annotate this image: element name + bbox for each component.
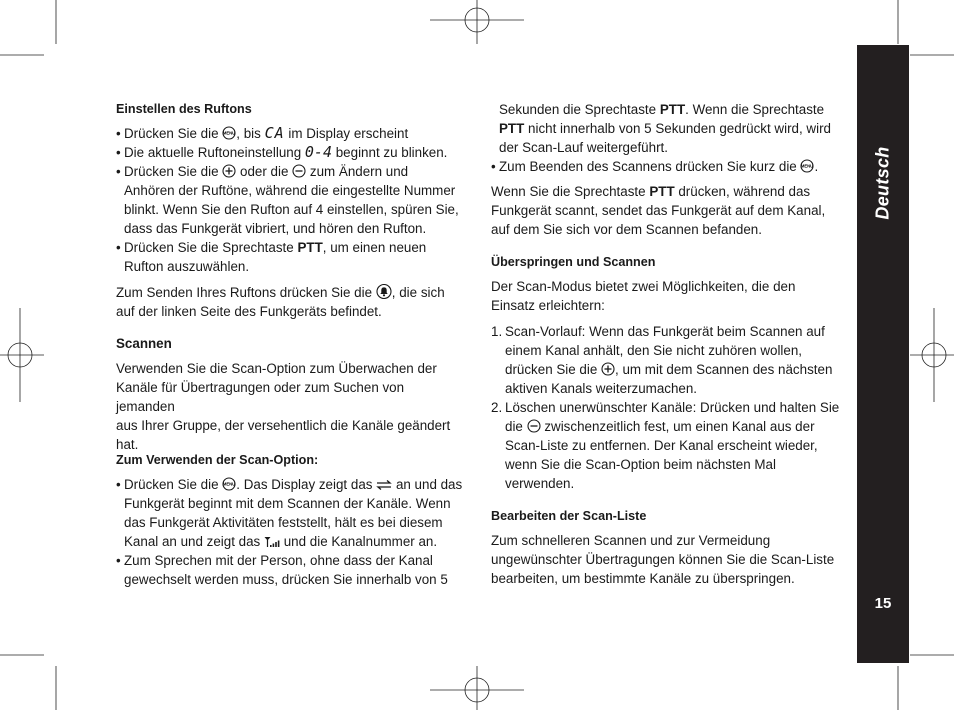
use-scan-heading: Zum Verwenden der Scan-Option: <box>116 453 319 467</box>
list-item: 2. Löschen unerwünschter Kanäle: Drücken und halten Sie die zwischenzeitlich fest, um einen Kanal aus der Scan-Liste zu entfernen. Der Kanal erscheint wieder, wenn Sie die Scan-Option beim nächsten Mal verwenden. <box>491 400 840 491</box>
scan-icon <box>376 479 392 491</box>
edit-scan-list-paragraph: Zum schnelleren Scannen und zur Vermeidung ungewünschter Übertragungen können Sie die Scan-Liste bearbeiten, um bestimmte Kanäle zu überspringen. <box>491 533 835 586</box>
send-call-paragraph: Zum Senden Ihres Ruftons drücken Sie die , die sich auf der linken Seite des Funkgeräts befindet. <box>116 285 445 319</box>
scannen-paragraph: Verwenden Sie die Scan-Option zum Überwachen der Kanäle für Übertragungen oder zum Suchen von jemanden aus Ihrer Gruppe, der versehentlich die Kanäle geändert hat. <box>116 361 451 452</box>
scan-continued-paragraph: Sekunden die Sprechtaste PTT. Wenn die Sprechtaste PTT nicht innerhalb von 5 Sekunden gedrückt wird, wird der Scan-Lauf weitergeführt. <box>499 102 831 155</box>
plus-button-icon <box>601 362 615 376</box>
lcd-display-text: CA <box>264 124 285 142</box>
list-item: • Drücken Sie die oder die zum Ändern und Anhören der Ruftöne, während die eingestellte Nummer blinkt. Wenn Sie den Rufton auf 4 einstellen, spüren Sie, dass das Funkgerät vibriert, und hören den Rufton. <box>116 162 466 238</box>
ruftons-heading: Einstellen des Ruftons <box>116 102 252 116</box>
lcd-display-text: 0-4 <box>304 143 332 161</box>
minus-button-icon <box>527 419 541 433</box>
list-item: • Zum Beenden des Scannens drücken Sie kurz die MENU . <box>491 157 843 176</box>
svg-text:MENU: MENU <box>801 163 814 169</box>
use-scan-list <box>116 475 466 589</box>
minus-button-icon <box>292 164 306 178</box>
ptt-scan-paragraph: Wenn Sie die Sprechtaste PTT drücken, während das Funkgerät scannt, sendet das Funkgerät auf dem Kanal, auf dem Sie sich vor dem Scannen befanden. <box>491 184 826 237</box>
svg-text:MENU: MENU <box>223 481 236 487</box>
list-item: • Drücken Sie die MENU . Das Display zeigt das an und das Funkgerät beginnt mit dem Scannen der Kanäle. Wenn das Funkgerät Aktivitäten feststellt, hält es bei diesem Kanal an und zeigt das und die Kanalnummer an. <box>116 475 466 551</box>
list-item: • Zum Sprechen mit der Person, ohne dass der Kanal gewechselt werden muss, drücken Sie innerhalb von 5 <box>116 551 466 589</box>
list-item: • Drücken Sie die MENU , bis CA im Display erscheint <box>116 124 466 143</box>
menu-button-icon <box>222 477 236 491</box>
skip-scan-intro: Der Scan-Modus bietet zwei Möglichkeiten, die den Einsatz erleichtern: <box>491 279 796 313</box>
skip-scan-numbered-list <box>491 322 843 493</box>
menu-button-icon <box>800 159 814 173</box>
skip-scan-heading: Überspringen und Scannen <box>491 255 656 269</box>
language-label: Deutsch <box>872 146 893 220</box>
scannen-heading: Scannen <box>116 336 172 351</box>
list-item: • Die aktuelle Ruftoneinstellung 0-4 beginnt zu blinken. <box>116 143 466 162</box>
call-bell-icon <box>376 284 392 299</box>
page-number: 15 <box>874 595 892 612</box>
list-item: 1. Scan-Vorlauf: Wenn das Funkgerät beim Scannen auf einem Kanal anhält, den Sie nicht zuhören wollen, drücken Sie die , um mit dem Scannen des nächsten aktiven Kanals weiterzumachen. <box>491 324 833 396</box>
signal-icon <box>264 536 280 548</box>
stop-scan-list <box>491 157 843 176</box>
menu-button-icon <box>222 126 236 140</box>
svg-text:MENU: MENU <box>223 130 236 136</box>
edit-scan-list-heading: Bearbeiten der Scan-Liste <box>491 509 647 523</box>
language-tab <box>857 45 909 663</box>
plus-button-icon <box>222 164 236 178</box>
list-item: • Drücken Sie die Sprechtaste PTT, um einen neuen Rufton auszuwählen. <box>116 238 466 276</box>
ruftons-list <box>116 124 466 276</box>
